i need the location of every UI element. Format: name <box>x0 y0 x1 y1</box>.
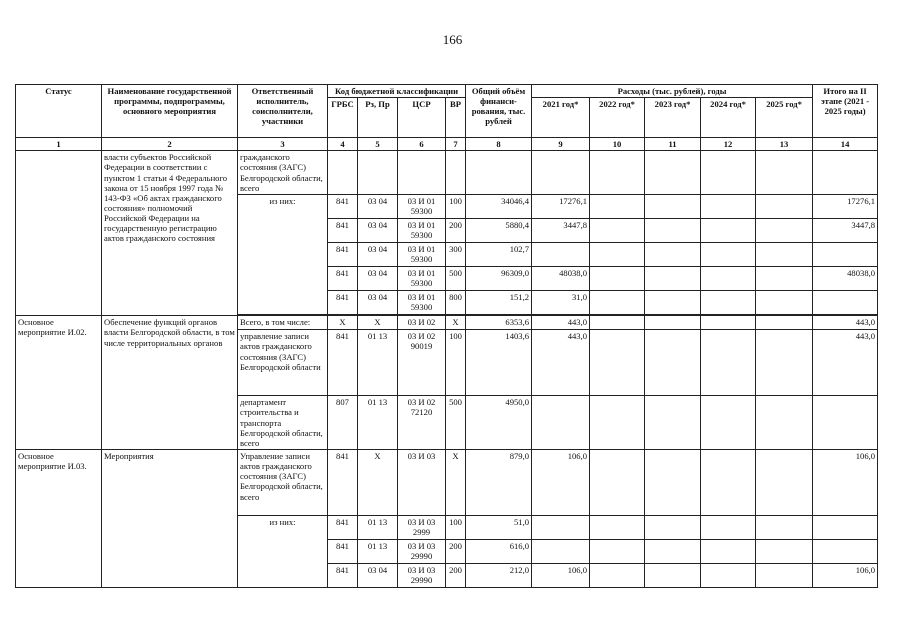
cell-grbs: 841 <box>328 243 358 267</box>
cell-status: Основное мероприятие И.03. <box>16 449 102 587</box>
cell-rzpr: 01 13 <box>358 330 398 396</box>
page-number: 166 <box>442 32 463 47</box>
cell-total: 1403,6 <box>466 330 532 396</box>
table-header <box>16 85 878 151</box>
cell-2021: 443,0 <box>532 330 590 396</box>
cell-csr: 03 И 02 72120 <box>398 396 446 450</box>
cell-2021: 443,0 <box>532 316 590 330</box>
cell-csr: 03 И 02 90019 <box>398 330 446 396</box>
cell-of-which: из них: <box>238 195 328 315</box>
header-executor: Ответственный исполнитель, соисполнители, участники <box>238 85 328 138</box>
cell-rzpr: 03 04 <box>358 291 398 315</box>
col-number: 12 <box>701 138 756 151</box>
cell-total: 879,0 <box>466 449 532 515</box>
cell-grbs: 841 <box>328 330 358 396</box>
cell-rzpr: 03 04 <box>358 563 398 587</box>
cell-grbs: 841 <box>328 195 358 219</box>
table-row <box>16 151 878 195</box>
col-number: 3 <box>238 138 328 151</box>
cell-rzpr: 03 04 <box>358 243 398 267</box>
cell-program-name: власти субъектов Российской Федерации в соответствии с пунктом 1 статьи 4 Федерального закона от 15 ноября 1997 года № 143-ФЗ «Об актах гражданского состояния» полномочий Российской Федерации на государственную регистрацию актов гражданского состояния <box>102 151 238 316</box>
cell-grbs: 841 <box>328 219 358 243</box>
table-row <box>16 316 878 330</box>
cell-rzpr: 01 13 <box>358 539 398 563</box>
cell-itogo <box>813 396 878 450</box>
cell-total: 5880,4 <box>466 219 532 243</box>
header-rzpr: Рз, Пр <box>358 98 398 138</box>
cell-2021: 106,0 <box>532 449 590 515</box>
cell-csr: 03 И 01 59300 <box>398 267 446 291</box>
header-itogo: Итого на II этапе (2021 - 2025 годы) <box>813 85 878 138</box>
cell-grbs: 841 <box>328 291 358 315</box>
cell-of-which: из них: <box>238 515 328 587</box>
cell-itogo: 106,0 <box>813 449 878 515</box>
cell-grbs: 807 <box>328 396 358 450</box>
cell-csr: 03 И 03 2999 <box>398 515 446 539</box>
cell-csr: 03 И 01 59300 <box>398 219 446 243</box>
cell-grbs: 841 <box>328 539 358 563</box>
cell-total: 616,0 <box>466 539 532 563</box>
cell-rzpr: Х <box>358 449 398 515</box>
cell-rzpr: 03 04 <box>358 267 398 291</box>
cell-csr: 03 И 03 29990 <box>398 539 446 563</box>
col-number: 2 <box>102 138 238 151</box>
cell-2021: 3447,8 <box>532 219 590 243</box>
cell-total: 4950,0 <box>466 396 532 450</box>
cell-2021 <box>532 243 590 267</box>
cell-itogo: 48038,0 <box>813 267 878 291</box>
cell-csr: 03 И 03 <box>398 449 446 515</box>
header-2023: 2023 год* <box>645 98 701 138</box>
cell-2021 <box>532 539 590 563</box>
cell-executor: Управление записи актов гражданского состояния (ЗАГС) Белгородской области, всего <box>238 449 328 515</box>
cell-vr: 200 <box>446 539 466 563</box>
cell-rzpr: 01 13 <box>358 515 398 539</box>
col-number: 11 <box>645 138 701 151</box>
col-number: 8 <box>466 138 532 151</box>
header-name: Наименование государственной программы, подпрограммы, основного мероприятия <box>102 85 238 138</box>
cell-csr: 03 И 01 59300 <box>398 243 446 267</box>
cell-itogo <box>813 515 878 539</box>
cell-csr: 03 И 01 59300 <box>398 195 446 219</box>
cell-program-name: Обеспечение функций органов власти Белгородской области, в том числе территориальных органов <box>102 316 238 450</box>
cell-csr: 03 И 03 29990 <box>398 563 446 587</box>
cell-vr: 500 <box>446 267 466 291</box>
cell-vr: Х <box>446 316 466 330</box>
cell-2021 <box>532 396 590 450</box>
col-number: 7 <box>446 138 466 151</box>
cell-csr: 03 И 01 59300 <box>398 291 446 315</box>
header-total: Общий объём финанси-рования, тыс. рублей <box>466 85 532 138</box>
cell-grbs: 841 <box>328 563 358 587</box>
cell-grbs: 841 <box>328 267 358 291</box>
cell-2021: 17276,1 <box>532 195 590 219</box>
cell-vr: 300 <box>446 243 466 267</box>
col-number: 5 <box>358 138 398 151</box>
cell-rzpr: Х <box>358 316 398 330</box>
header-2021: 2021 год* <box>532 98 590 138</box>
cell-csr: 03 И 02 <box>398 316 446 330</box>
col-number: 10 <box>590 138 645 151</box>
col-number: 4 <box>328 138 358 151</box>
cell-vr: 100 <box>446 515 466 539</box>
cell-total: 151,2 <box>466 291 532 315</box>
cell-itogo <box>813 291 878 315</box>
cell-itogo: 443,0 <box>813 330 878 396</box>
cell-executor: Всего, в том числе: <box>238 316 328 330</box>
col-number: 6 <box>398 138 446 151</box>
column-number-row <box>16 138 878 151</box>
cell-2021: 31,0 <box>532 291 590 315</box>
table-body <box>16 151 878 588</box>
cell-vr: 800 <box>446 291 466 315</box>
cell-2021 <box>532 515 590 539</box>
cell-grbs: 841 <box>328 449 358 515</box>
cell-total: 96309,0 <box>466 267 532 291</box>
cell-vr: Х <box>446 449 466 515</box>
header-code-group: Код бюджетной классификации <box>328 85 466 98</box>
cell-total: 34046,4 <box>466 195 532 219</box>
cell-program-name: Мероприятия <box>102 449 238 587</box>
budget-table <box>15 84 878 588</box>
cell-rzpr: 03 04 <box>358 195 398 219</box>
cell-status <box>16 151 102 316</box>
table-row <box>16 449 878 515</box>
col-number: 9 <box>532 138 590 151</box>
col-number: 1 <box>16 138 102 151</box>
cell-total: 102,7 <box>466 243 532 267</box>
cell-grbs: Х <box>328 316 358 330</box>
col-number: 14 <box>813 138 878 151</box>
cell-executor: управление записи актов гражданского состояния (ЗАГС) Белгородской области <box>238 330 328 396</box>
header-vr: ВР <box>446 98 466 138</box>
cell-rzpr: 01 13 <box>358 396 398 450</box>
cell-total: 212,0 <box>466 563 532 587</box>
cell-itogo <box>813 243 878 267</box>
cell-vr: 100 <box>446 195 466 219</box>
cell-executor: департамент строительства и транспорта Белгородской области, всего <box>238 396 328 450</box>
cell-vr: 500 <box>446 396 466 450</box>
cell-2021: 106,0 <box>532 563 590 587</box>
cell-itogo: 17276,1 <box>813 195 878 219</box>
cell-itogo: 3447,8 <box>813 219 878 243</box>
cell-2021: 48038,0 <box>532 267 590 291</box>
header-status: Статус <box>16 85 102 138</box>
header-2022: 2022 год* <box>590 98 645 138</box>
header-grbs: ГРБС <box>328 98 358 138</box>
cell-rzpr: 03 04 <box>358 219 398 243</box>
col-number: 13 <box>756 138 813 151</box>
cell-itogo: 443,0 <box>813 316 878 330</box>
cell-vr: 200 <box>446 219 466 243</box>
cell-itogo: 106,0 <box>813 563 878 587</box>
cell-itogo <box>813 539 878 563</box>
cell-status: Основное мероприятие И.02. <box>16 316 102 450</box>
cell-grbs: 841 <box>328 515 358 539</box>
header-2025: 2025 год* <box>756 98 813 138</box>
cell-total: 51,0 <box>466 515 532 539</box>
header-2024: 2024 год* <box>701 98 756 138</box>
cell-executor: гражданского состояния (ЗАГС) Белгородской области, всего <box>238 151 328 195</box>
header-csr: ЦСР <box>398 98 446 138</box>
header-expenses-group: Расходы (тыс. рублей), годы <box>532 85 813 98</box>
cell-vr: 200 <box>446 563 466 587</box>
cell-total: 6353,6 <box>466 316 532 330</box>
cell-vr: 100 <box>446 330 466 396</box>
